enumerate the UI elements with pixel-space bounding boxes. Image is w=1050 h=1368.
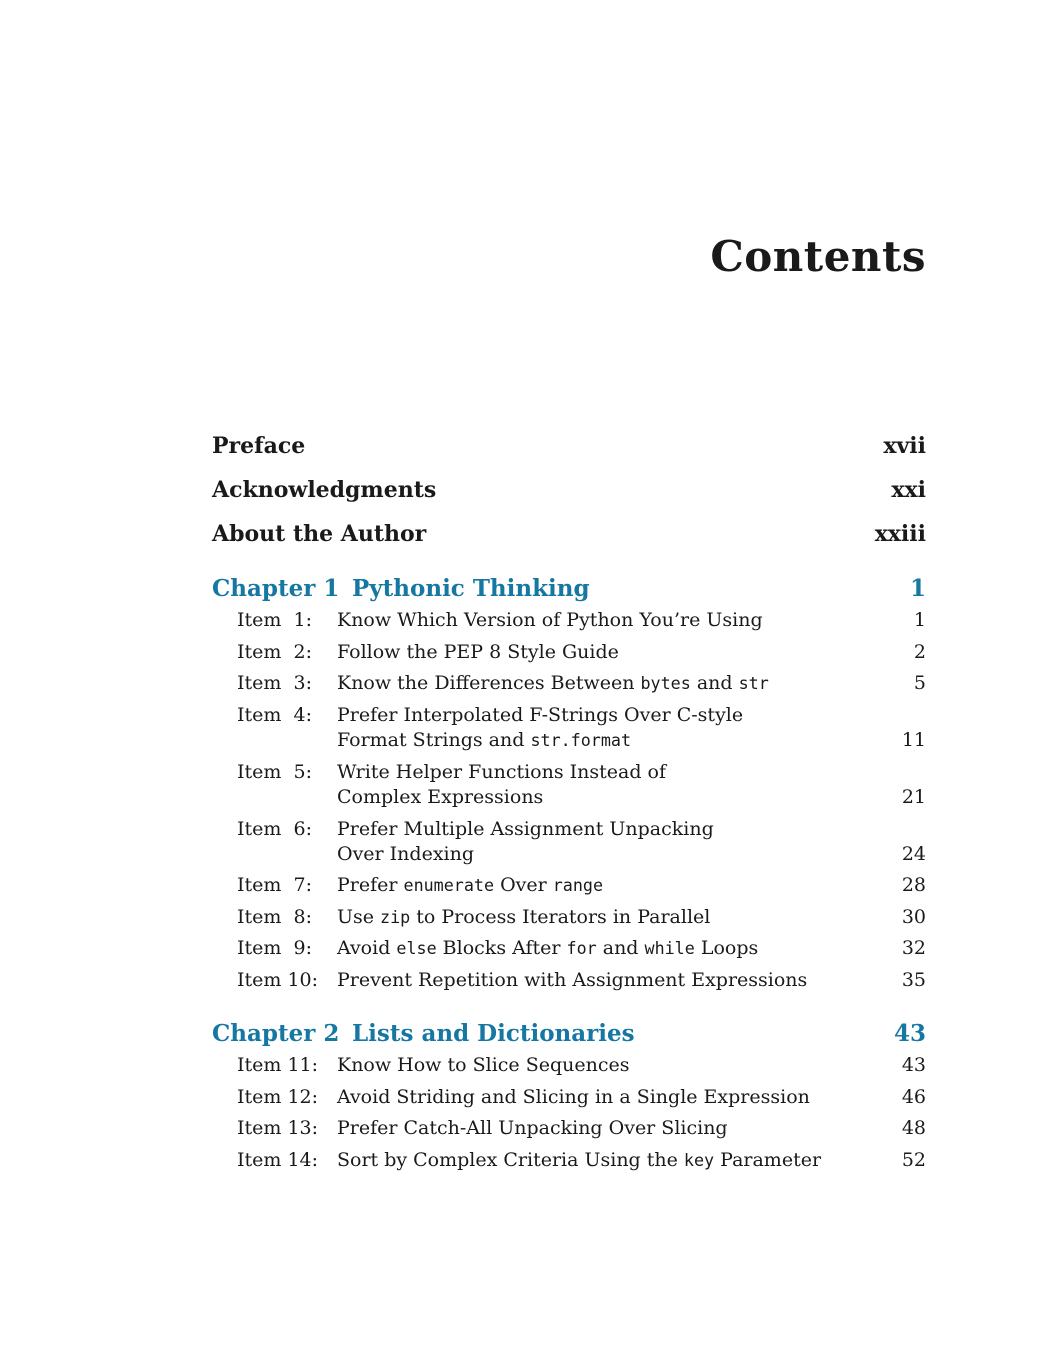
- front-matter-label: About the Author: [212, 521, 427, 548]
- text-run: Write Helper Functions Instead of: [337, 760, 667, 783]
- text-run: Over: [494, 874, 553, 897]
- toc-item-line: [337, 608, 902, 633]
- toc-item-title: [337, 608, 902, 633]
- toc-item-label: Item 10:: [237, 968, 319, 991]
- code-term: while: [644, 938, 695, 959]
- toc-item-row: [212, 1148, 926, 1173]
- toc-item-title: [337, 817, 890, 868]
- toc-item-row: [212, 817, 926, 868]
- toc-item-row: [212, 608, 926, 633]
- chapter-title: Pythonic Thinking: [352, 575, 590, 603]
- page-title: Contents: [710, 232, 926, 281]
- toc-item-row: [212, 1085, 926, 1110]
- chapter-section: [212, 574, 926, 993]
- toc-item-page-number: 46: [901, 1085, 926, 1108]
- chapter-items: [212, 1053, 926, 1173]
- code-term: zip: [380, 906, 411, 927]
- chapters: [212, 574, 926, 1173]
- text-run: Loops: [694, 937, 759, 960]
- chapter-heading: [212, 1019, 926, 1049]
- text-run: Prefer: [337, 874, 404, 897]
- toc-item-label: Item 9:: [237, 937, 312, 960]
- code-term: else: [396, 938, 437, 959]
- toc-item-row: [212, 905, 926, 930]
- text-run: and: [690, 672, 739, 695]
- toc-item-page-number: 28: [901, 874, 926, 897]
- toc-item-label: Item 3:: [237, 672, 312, 695]
- text-run: Complex Expressions: [337, 786, 544, 809]
- toc-item-row: [212, 640, 926, 665]
- toc-item-line: [337, 1053, 890, 1078]
- text-run: Prefer Multiple Assignment Unpacking: [337, 817, 714, 840]
- front-matter-page-number: xvii: [883, 433, 926, 460]
- chapter-section: [212, 1019, 926, 1173]
- code-term: range: [552, 875, 604, 896]
- toc-item-page-number: 24: [901, 843, 926, 866]
- toc-item-line: [337, 1116, 890, 1141]
- toc-item-page-number: 30: [901, 905, 926, 928]
- toc-item-row: [212, 873, 926, 898]
- text-run: to Process Iterators in Parallel: [410, 905, 711, 928]
- code-term: str: [738, 673, 769, 694]
- chapter-page-number: 43: [893, 1020, 926, 1048]
- toc-item-title: [337, 1148, 890, 1173]
- code-term: key: [683, 1149, 715, 1170]
- toc-item-label: Item 2:: [237, 640, 312, 663]
- text-run: Know the Differences Between: [337, 672, 641, 695]
- toc-item-label: Item 7:: [237, 874, 312, 897]
- toc-item-line: [337, 817, 890, 842]
- front-matter-list: [212, 432, 926, 548]
- text-run: Prefer Interpolated F-Strings Over C-style: [337, 703, 744, 726]
- text-run: Follow the PEP 8 Style Guide: [337, 640, 619, 663]
- toc-item-label: Item 5:: [237, 760, 312, 783]
- toc-item-line: [337, 671, 902, 696]
- text-run: Sort by Complex Criteria Using the: [337, 1148, 684, 1171]
- front-matter-label: Acknowledgments: [212, 477, 437, 504]
- front-matter-row: [212, 432, 926, 460]
- toc-item-label: Item 11:: [237, 1054, 319, 1077]
- toc-item-row: [212, 671, 926, 696]
- toc-item-page-number: 5: [913, 672, 926, 695]
- toc-item-label: Item 14:: [237, 1148, 319, 1171]
- toc-item-page-number: 43: [901, 1054, 926, 1077]
- toc-item-label: Item 6:: [237, 817, 312, 840]
- toc-item-line: [337, 905, 890, 930]
- toc-item-title: [337, 936, 890, 961]
- toc-item-page-number: 48: [901, 1117, 926, 1140]
- toc-item-line: [337, 968, 890, 993]
- toc-item-title: [337, 1085, 890, 1110]
- text-run: Prefer Catch-All Unpacking Over Slicing: [337, 1117, 728, 1140]
- code-term: for: [566, 938, 597, 959]
- toc-item-page-number: 52: [901, 1148, 926, 1171]
- toc-item-line: [337, 842, 890, 867]
- text-run: Know Which Version of Python You’re Using: [337, 609, 763, 632]
- toc-item-title: [337, 760, 890, 811]
- text-run: Format Strings and: [337, 729, 531, 752]
- toc-item-title: [337, 905, 890, 930]
- toc-item-label: Item 12:: [237, 1085, 319, 1108]
- toc-item-page-number: 1: [913, 609, 926, 632]
- text-run: and: [596, 937, 645, 960]
- code-term: enumerate: [403, 875, 495, 896]
- toc-item-line: [337, 1085, 890, 1110]
- text-run: Over Indexing: [337, 843, 475, 866]
- chapter-page-number: 1: [909, 575, 926, 603]
- toc-item-row: [212, 1053, 926, 1078]
- text-run: Blocks After: [436, 937, 567, 960]
- toc-item-row: [212, 936, 926, 961]
- text-run: Parameter: [714, 1148, 822, 1171]
- toc-item-line: [337, 873, 890, 898]
- toc-item-title: [337, 1053, 890, 1078]
- toc-item-page-number: 11: [901, 729, 926, 752]
- chapter-items: [212, 608, 926, 993]
- front-matter-row: [212, 520, 926, 548]
- toc-item-page-number: 35: [901, 968, 926, 991]
- toc-item-title: [337, 703, 890, 754]
- chapter-label: Chapter 2: [212, 1020, 340, 1048]
- toc-item-row: [212, 760, 926, 811]
- toc-item-row: [212, 1116, 926, 1141]
- toc-item-label: Item 8:: [237, 905, 312, 928]
- toc-item-label: Item 13:: [237, 1117, 319, 1140]
- toc-item-line: [337, 936, 890, 961]
- code-term: bytes: [640, 673, 691, 694]
- toc-item-page-number: 21: [901, 786, 926, 809]
- toc-item-line: [337, 1148, 890, 1173]
- toc-item-line: [337, 703, 890, 728]
- text-run: Avoid: [337, 937, 397, 960]
- text-run: Prevent Repetition with Assignment Expressions: [337, 968, 808, 991]
- toc-item-title: [337, 640, 902, 665]
- text-run: Avoid Striding and Slicing in a Single Expression: [337, 1085, 810, 1108]
- toc-item-line: [337, 785, 890, 810]
- text-run: Use: [337, 905, 381, 928]
- text-run: Know How to Slice Sequences: [337, 1054, 630, 1077]
- code-term: str.format: [530, 730, 632, 751]
- toc-item-line: [337, 728, 890, 753]
- toc-item-row: [212, 968, 926, 993]
- toc-item-label: Item 4:: [237, 703, 312, 726]
- toc-item-line: [337, 760, 890, 785]
- toc-item-title: [337, 968, 890, 993]
- toc-item-page-number: 32: [901, 937, 926, 960]
- toc-item-title: [337, 1116, 890, 1141]
- chapter-title: Lists and Dictionaries: [352, 1020, 635, 1048]
- toc-item-title: [337, 873, 890, 898]
- front-matter-page-number: xxi: [891, 477, 926, 504]
- toc-item-label: Item 1:: [237, 609, 312, 632]
- front-matter-label: Preface: [212, 433, 306, 460]
- toc-item-title: [337, 671, 902, 696]
- toc-content: [212, 0, 926, 1179]
- toc-item-row: [212, 703, 926, 754]
- toc-item-page-number: 2: [913, 640, 926, 663]
- toc-item-line: [337, 640, 902, 665]
- chapter-heading: [212, 574, 926, 604]
- front-matter-row: [212, 476, 926, 504]
- front-matter-page-number: xxiii: [874, 521, 926, 548]
- chapter-label: Chapter 1: [212, 575, 340, 603]
